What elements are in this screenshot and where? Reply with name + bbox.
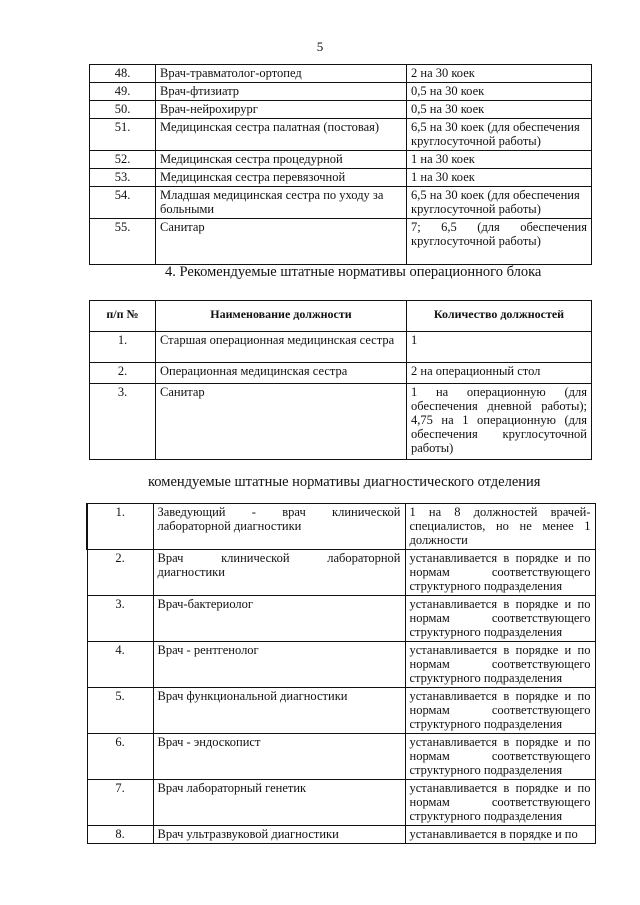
row-number: 48. — [90, 65, 156, 83]
row-number: 6. — [87, 734, 153, 780]
row-number: 54. — [90, 187, 156, 219]
position-name: Медицинская сестра палатная (постовая) — [156, 119, 407, 151]
table-row — [90, 151, 592, 169]
table-row — [90, 119, 592, 151]
position-quantity: устанавливается в порядке и по — [405, 826, 595, 844]
position-name: Врач-травматолог-ортопед — [156, 65, 407, 83]
row-number: 4. — [87, 642, 153, 688]
position-name: Врач функциональной диагностики — [153, 688, 405, 734]
section-title-diagnostic-department: комендуемые штатные нормативы диагностического отделения — [148, 474, 541, 490]
position-name: Медицинская сестра процедурной — [156, 151, 407, 169]
table-row — [87, 826, 595, 844]
row-number: 1. — [87, 504, 153, 550]
position-quantity: 1 на 8 должностей врачей-специалистов, но не менее 1 должности — [405, 504, 595, 550]
row-number: 50. — [90, 101, 156, 119]
position-quantity: 2 на операционный стол — [407, 363, 592, 384]
table-row — [90, 363, 592, 384]
position-name: Врач - эндоскопист — [153, 734, 405, 780]
section-title-operating-block: 4. Рекомендуемые штатные нормативы операционного блока — [165, 264, 542, 280]
row-number: 55. — [90, 219, 156, 265]
table-row — [90, 187, 592, 219]
position-quantity: устанавливается в порядке и по нормам соответствующего структурного подразделения — [405, 780, 595, 826]
position-name: Санитар — [156, 219, 407, 265]
row-number: 53. — [90, 169, 156, 187]
staff-table-diagnostic-department — [86, 503, 596, 844]
table-row — [90, 101, 592, 119]
row-number: 52. — [90, 151, 156, 169]
table-row — [90, 219, 592, 265]
position-quantity: 1 — [407, 332, 592, 363]
table-header-row — [90, 301, 592, 332]
table-row — [87, 504, 595, 550]
row-number: 2. — [87, 550, 153, 596]
position-name: Врач-нейрохирург — [156, 101, 407, 119]
row-number: 49. — [90, 83, 156, 101]
position-name: Старшая операционная медицинская сестра — [156, 332, 407, 363]
header-quantity: Количество должностей — [407, 301, 592, 332]
row-number: 3. — [87, 596, 153, 642]
row-number: 2. — [90, 363, 156, 384]
table-row — [90, 169, 592, 187]
position-name: Заведующий - врач клинической лабораторной диагностики — [153, 504, 405, 550]
position-quantity: 2 на 30 коек — [407, 65, 592, 83]
position-name: Медицинская сестра перевязочной — [156, 169, 407, 187]
position-quantity: 1 на операционную (для обеспечения дневной работы); 4,75 на 1 операционную (для обеспечения круглосуточной работы) — [407, 384, 592, 460]
page-number: 5 — [316, 39, 324, 54]
position-quantity: устанавливается в порядке и по нормам соответствующего структурного подразделения — [405, 550, 595, 596]
row-number: 51. — [90, 119, 156, 151]
position-name: Санитар — [156, 384, 407, 460]
position-name: Врач-бактериолог — [153, 596, 405, 642]
position-name: Врач-фтизиатр — [156, 83, 407, 101]
header-position: Наименование должности — [156, 301, 407, 332]
position-quantity: устанавливается в порядке и по нормам соответствующего структурного подразделения — [405, 688, 595, 734]
row-number: 3. — [90, 384, 156, 460]
position-name: Врач ультразвуковой диагностики — [153, 826, 405, 844]
table-row — [90, 83, 592, 101]
table-row — [90, 384, 592, 460]
row-number: 5. — [87, 688, 153, 734]
position-quantity: 6,5 на 30 коек (для обеспечения круглосуточной работы) — [407, 119, 592, 151]
position-quantity: 0,5 на 30 коек — [407, 83, 592, 101]
table-row — [87, 596, 595, 642]
header-number: п/п № — [90, 301, 156, 332]
position-quantity: устанавливается в порядке и по нормам соответствующего структурного подразделения — [405, 596, 595, 642]
table-row — [90, 65, 592, 83]
table-row — [87, 550, 595, 596]
position-quantity: устанавливается в порядке и по нормам соответствующего структурного подразделения — [405, 642, 595, 688]
table-row — [87, 734, 595, 780]
position-quantity: 1 на 30 коек — [407, 151, 592, 169]
table-row — [87, 642, 595, 688]
position-name: Врач клинической лабораторной диагностики — [153, 550, 405, 596]
row-number: 1. — [90, 332, 156, 363]
position-quantity: 6,5 на 30 коек (для обеспечения круглосуточной работы) — [407, 187, 592, 219]
staff-table-continued — [89, 64, 592, 265]
position-quantity: 7; 6,5 (для обеспечения круглосуточной работы) — [407, 219, 592, 265]
row-number: 8. — [87, 826, 153, 844]
table-row — [87, 688, 595, 734]
staff-table-operating-block — [89, 300, 592, 460]
position-name: Врач лабораторный генетик — [153, 780, 405, 826]
position-name: Операционная медицинская сестра — [156, 363, 407, 384]
table-row — [90, 332, 592, 363]
position-name: Врач - рентгенолог — [153, 642, 405, 688]
position-quantity: 1 на 30 коек — [407, 169, 592, 187]
row-number: 7. — [87, 780, 153, 826]
table-row — [87, 780, 595, 826]
position-quantity: 0,5 на 30 коек — [407, 101, 592, 119]
position-name: Младшая медицинская сестра по уходу за больными — [156, 187, 407, 219]
position-quantity: устанавливается в порядке и по нормам соответствующего структурного подразделения — [405, 734, 595, 780]
